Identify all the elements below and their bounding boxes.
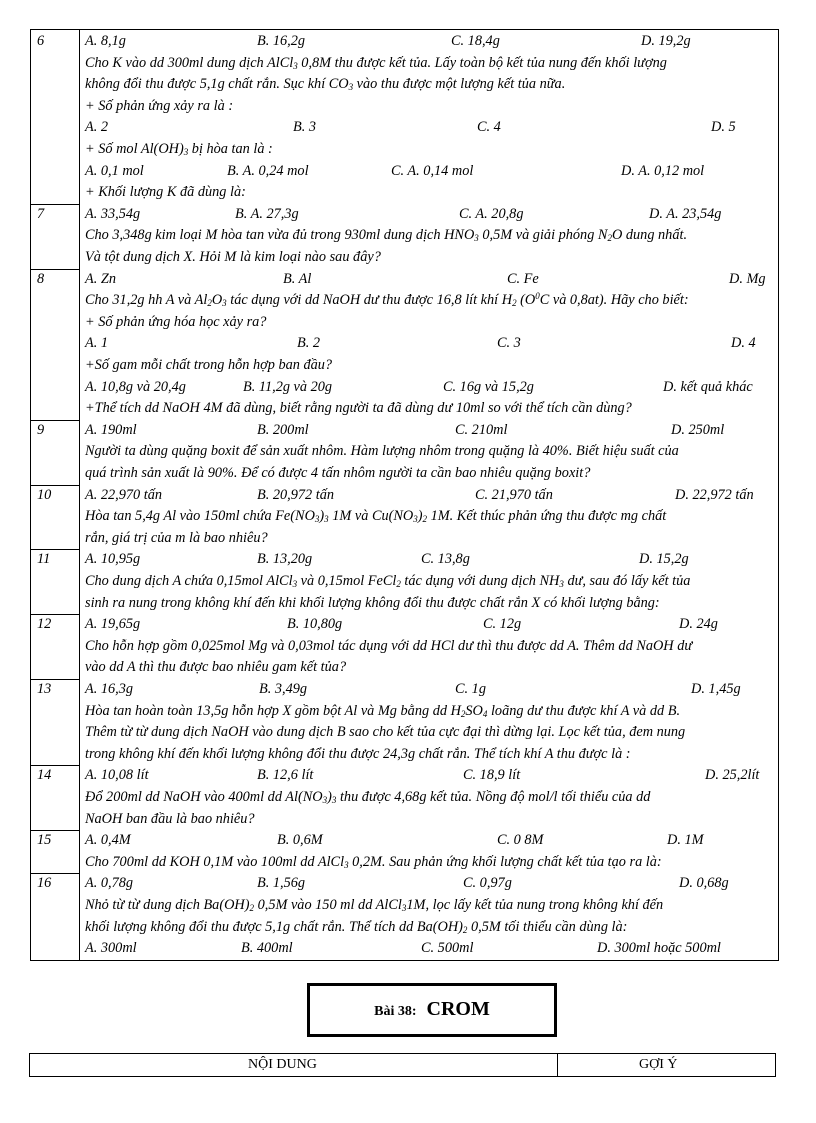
question-line	[31, 74, 778, 96]
answer-option-b: B. 20,972 tấn	[257, 486, 335, 503]
answer-option-b: B. 3,49g	[259, 681, 308, 697]
question-row-10	[31, 485, 778, 507]
question-line	[31, 247, 778, 269]
question-separator	[31, 420, 79, 421]
question-separator	[31, 873, 79, 874]
question-row-9	[31, 420, 778, 442]
question-text: Cho K vào dd 300ml dung dịch AlCl$_3$ 0,8M thu được kết tủa. Lấy toàn bộ kết tủa nung đến khối lượng	[85, 54, 667, 71]
header-divider	[557, 1054, 558, 1076]
question-line	[31, 333, 778, 355]
answer-option-a: A. 8,1g	[85, 33, 126, 49]
answer-option-d: D. A. 0,12 mol	[621, 162, 705, 179]
answer-option-b: B. 400ml	[241, 940, 293, 957]
question-line	[31, 506, 778, 528]
question-text: Thêm từ từ dung dịch NaOH vào dung dịch B sao cho kết tủa cực đại thì dừng lại. Lọc kết tủa, đem nung	[85, 724, 686, 741]
answer-option-b: B. 11,2g và 20g	[243, 378, 333, 395]
question-line	[31, 657, 778, 679]
question-text: +Thể tích dd NaOH 4M đã dùng, biết rằng người ta đã dùng dư 10ml so với thể tích cần dùng?	[85, 400, 632, 417]
answer-option-b: B. 3	[293, 119, 317, 136]
answer-option-a: A. 10,08 lít	[85, 767, 149, 784]
answer-option-c: C. 18,4g	[451, 33, 500, 49]
question-text: Và tột dung dịch X. Hỏi M là kim loại nào sau đây?	[85, 249, 381, 265]
answer-option-a: A. 33,54g	[85, 205, 141, 222]
answer-option-d: D. 5	[711, 119, 736, 136]
answer-option-d: D. 22,972 tấn	[675, 486, 754, 503]
question-number: 11	[37, 551, 51, 568]
question-row-11	[31, 549, 778, 571]
question-text: + Số mol $Al(OH)_3$ bị hòa tan là :	[85, 141, 273, 157]
question-number: 14	[37, 767, 52, 784]
answer-option-a: A. 2	[85, 119, 109, 136]
answer-option-d: D. 4	[731, 335, 756, 352]
question-line	[31, 744, 778, 766]
answer-option-c: C. 18,9 lít	[463, 767, 521, 784]
header-content: NỘI DUNG	[248, 1057, 317, 1072]
question-text: vào dd A thì thu được bao nhiêu gam kết tủa?	[85, 659, 347, 676]
question-number: 9	[37, 421, 45, 438]
answer-option-b: B. Al	[283, 270, 312, 287]
question-line	[31, 809, 778, 831]
answer-option-a: A. 0,1 mol	[85, 162, 144, 179]
question-line	[31, 571, 778, 593]
answer-option-a: A. 16,3g	[85, 681, 134, 697]
answer-option-b: B. A. 27,3g	[235, 205, 299, 222]
question-text: Cho dung dịch A chứa 0,15mol AlCl$_3$ và 0,15mol FeCl$_2$ tác dụng với dung dịch $NH_3$ dư, sau đó lấy kết tủa	[85, 573, 691, 589]
question-text: + Số phản ứng hóa học xảy ra?	[85, 313, 267, 330]
question-separator	[31, 830, 79, 831]
answer-option-a: A. Zn	[85, 270, 116, 287]
answer-option-c: C. 13,8g	[421, 551, 470, 568]
answer-option-c: C. A. 0,14 mol	[391, 162, 474, 179]
question-line	[31, 895, 778, 917]
question-line	[31, 917, 778, 939]
answer-option-a: A. 19,65g	[85, 616, 141, 633]
answer-option-b: B. 16,2g	[257, 33, 306, 49]
question-text: Nhỏ từ từ dung dịch $Ba(OH)_2$ 0,5M vào 150 ml dd AlCl$_3$1M, lọc lấy kết tủa nung trong không khí đến	[85, 897, 664, 913]
answer-option-c: C. 210ml	[455, 421, 508, 438]
question-text: NaOH ban đầu là bao nhiêu?	[85, 810, 255, 827]
question-line	[31, 593, 778, 615]
lesson-number: Bài 38:	[374, 1004, 417, 1019]
question-line	[31, 463, 778, 485]
question-line	[31, 117, 778, 139]
content-table-header	[29, 1053, 776, 1077]
question-line	[31, 312, 778, 334]
question-text: quá trình sản xuất là 90%. Để có được 4 tấn nhôm người ta cần bao nhiêu quặng boxit?	[85, 465, 591, 481]
answer-option-c: C. 500ml	[421, 940, 474, 957]
question-number: 12	[37, 616, 52, 633]
answer-option-d: D. Mg	[729, 270, 766, 287]
answer-option-b: B. 200ml	[257, 421, 309, 438]
answer-option-a: A. 10,8g và 20,4g	[85, 378, 186, 395]
question-number: 15	[37, 832, 52, 849]
answer-option-d: D. 250ml	[671, 421, 725, 438]
question-text: Người ta dùng quặng boxit để sản xuất nhôm. Hàm lượng nhôm trong quặng là 40%. Biết hiệu suất của	[85, 443, 679, 460]
answer-option-d: D. 24g	[679, 616, 718, 633]
answer-option-d: D. 1,45g	[691, 681, 741, 697]
question-separator	[31, 269, 79, 270]
question-line	[31, 938, 778, 960]
question-row-8	[31, 269, 778, 291]
answer-option-d: D. 25,2lít	[705, 767, 760, 784]
answer-option-c: C. Fe	[507, 270, 539, 287]
question-line	[31, 787, 778, 809]
question-number: 6	[37, 33, 45, 49]
question-line	[31, 225, 778, 247]
question-line	[31, 161, 778, 183]
question-text: khối lượng không đổi thu được 5,1g chất rắn. Thể tích dd $Ba(OH)_2$ 0,5M tối thiểu cần dùng là:	[85, 918, 628, 935]
question-line	[31, 528, 778, 550]
question-line	[31, 139, 778, 161]
question-number: 13	[37, 681, 52, 697]
answer-option-a: A. 22,970 tấn	[85, 486, 163, 503]
question-text: + Số phản ứng xảy ra là :	[85, 97, 234, 114]
answer-option-d: D. 19,2g	[641, 33, 691, 49]
question-line	[31, 722, 778, 744]
question-separator	[31, 614, 79, 615]
question-separator	[31, 204, 79, 205]
answer-option-b: B. A. 0,24 mol	[227, 162, 309, 179]
question-text: Hòa tan hoàn toàn 13,5g hỗn hợp X gồm bột Al và Mg bằng dd $H_2SO_4$ loãng dư thu được khí A và dd B.	[85, 702, 681, 719]
answer-option-d: D. 300ml hoặc 500ml	[597, 940, 721, 957]
lesson-name: CROM	[426, 998, 490, 1020]
question-text: sinh ra nung trong không khí đến khi khối lượng không đổi thu được chất rắn X có khối lượng bằng:	[85, 594, 660, 611]
answer-option-d: D. 0,68g	[679, 875, 729, 892]
question-row-7	[31, 204, 778, 226]
question-line	[31, 96, 778, 118]
answer-option-c: C. A. 20,8g	[459, 205, 524, 222]
question-separator	[31, 485, 79, 486]
question-text: trong không khí đến khối lượng không đổi thu được 24,3g chất rắn. Thể tích khí A thu được là :	[85, 745, 631, 762]
question-row-14	[31, 765, 778, 787]
answer-option-d: D. 15,2g	[639, 551, 689, 568]
answer-option-c: C. 12g	[483, 616, 522, 633]
question-row-12	[31, 614, 778, 636]
answer-option-c: C. 3	[497, 335, 521, 352]
answer-option-d: D. A. 23,54g	[649, 205, 722, 222]
question-text: Cho hỗn hợp gồm 0,025mol Mg và 0,03mol tác dụng với dd HCl dư thì thu được dd A. Thêm dd NaOH dư	[85, 637, 693, 654]
answer-option-c: C. 1g	[455, 681, 486, 697]
question-line	[31, 290, 778, 312]
answer-option-d: D. 1M	[667, 832, 704, 849]
answer-option-c: C. 0,97g	[463, 875, 512, 892]
question-text: Cho 3,348g kim loại M hòa tan vừa đủ trong 930ml dung dịch $HNO_3$ 0,5M và giải phóng $N_2O$ dung nhất.	[85, 227, 688, 244]
answer-option-b: B. 13,20g	[257, 551, 313, 568]
answer-option-c: C. 4	[477, 119, 501, 136]
question-line	[31, 355, 778, 377]
answer-option-b: B. 10,80g	[287, 616, 343, 633]
question-text: Hòa tan 5,4g Al vào 150ml chứa $Fe(NO_3)_3$ 1M và $Cu(NO_3)_2$ 1M. Kết thúc phản ứng thu được mg chất	[85, 508, 667, 525]
question-separator	[31, 549, 79, 550]
answer-option-a: A. 190ml	[85, 421, 137, 438]
answer-option-b: B. 2	[297, 335, 321, 352]
answer-option-b: B. 12,6 lít	[257, 767, 314, 784]
answer-option-a: A. 0,4M	[85, 832, 131, 849]
answer-option-a: A. 300ml	[85, 940, 137, 957]
question-row-15	[31, 830, 778, 852]
answer-option-b: B. 1,56g	[257, 875, 306, 892]
answer-option-a: A. 0,78g	[85, 875, 134, 892]
lesson-title-box	[307, 983, 557, 1037]
question-separator	[31, 679, 79, 680]
question-text: rắn, giá trị của m là bao nhiêu?	[85, 529, 268, 546]
question-line	[31, 398, 778, 420]
question-line	[31, 636, 778, 658]
question-line	[31, 852, 778, 874]
question-row-13	[31, 679, 778, 701]
question-number: 7	[37, 205, 45, 222]
question-row-6	[31, 31, 778, 53]
question-line	[31, 701, 778, 723]
question-row-16	[31, 873, 778, 895]
answer-option-b: B. 0,6M	[277, 832, 323, 849]
answer-option-c: C. 21,970 tấn	[475, 486, 553, 503]
question-table	[30, 29, 779, 961]
answer-option-c: C. 16g và 15,2g	[443, 378, 534, 395]
question-line	[31, 53, 778, 75]
answer-option-a: A. 1	[85, 335, 109, 352]
answer-option-d: D. kết quả khác	[663, 378, 753, 395]
answer-option-a: A. 10,95g	[85, 551, 141, 568]
question-text: Cho 31,2g hh A và $Al_2O_3$ tác dụng với dd NaOH dư thu được 16,8 lít khí $H_2$ ($O^0C$ và 0,8at). Hãy cho biết:	[85, 291, 689, 309]
answer-option-c: C. 0 8M	[497, 832, 544, 849]
question-line	[31, 441, 778, 463]
question-number: 10	[37, 486, 52, 503]
question-text: + Khối lượng K đã dùng là:	[85, 184, 246, 201]
question-line	[31, 182, 778, 204]
question-line	[31, 377, 778, 399]
header-hint: GỢI Ý	[639, 1057, 678, 1072]
question-separator	[31, 765, 79, 766]
question-text: Đổ 200ml dd NaOH vào 400ml dd $Al(NO_3)_3$ thu được 4,68g kết tủa. Nồng độ mol/l tối thiểu của dd	[85, 789, 651, 805]
question-number: 8	[37, 270, 45, 287]
question-text: +Số gam mỗi chất trong hỗn hợp ban đầu?	[85, 357, 333, 373]
question-number: 16	[37, 875, 52, 892]
question-text: không đổi thu được 5,1g chất rắn. Sục khí $CO_3$ vào thu được một lượng kết tủa nữa.	[85, 76, 566, 93]
question-text: Cho 700ml dd KOH 0,1M vào 100ml dd AlCl$_3$ 0,2M. Sau phản ứng khối lượng chất kết tủa tạo ra là:	[85, 853, 662, 870]
